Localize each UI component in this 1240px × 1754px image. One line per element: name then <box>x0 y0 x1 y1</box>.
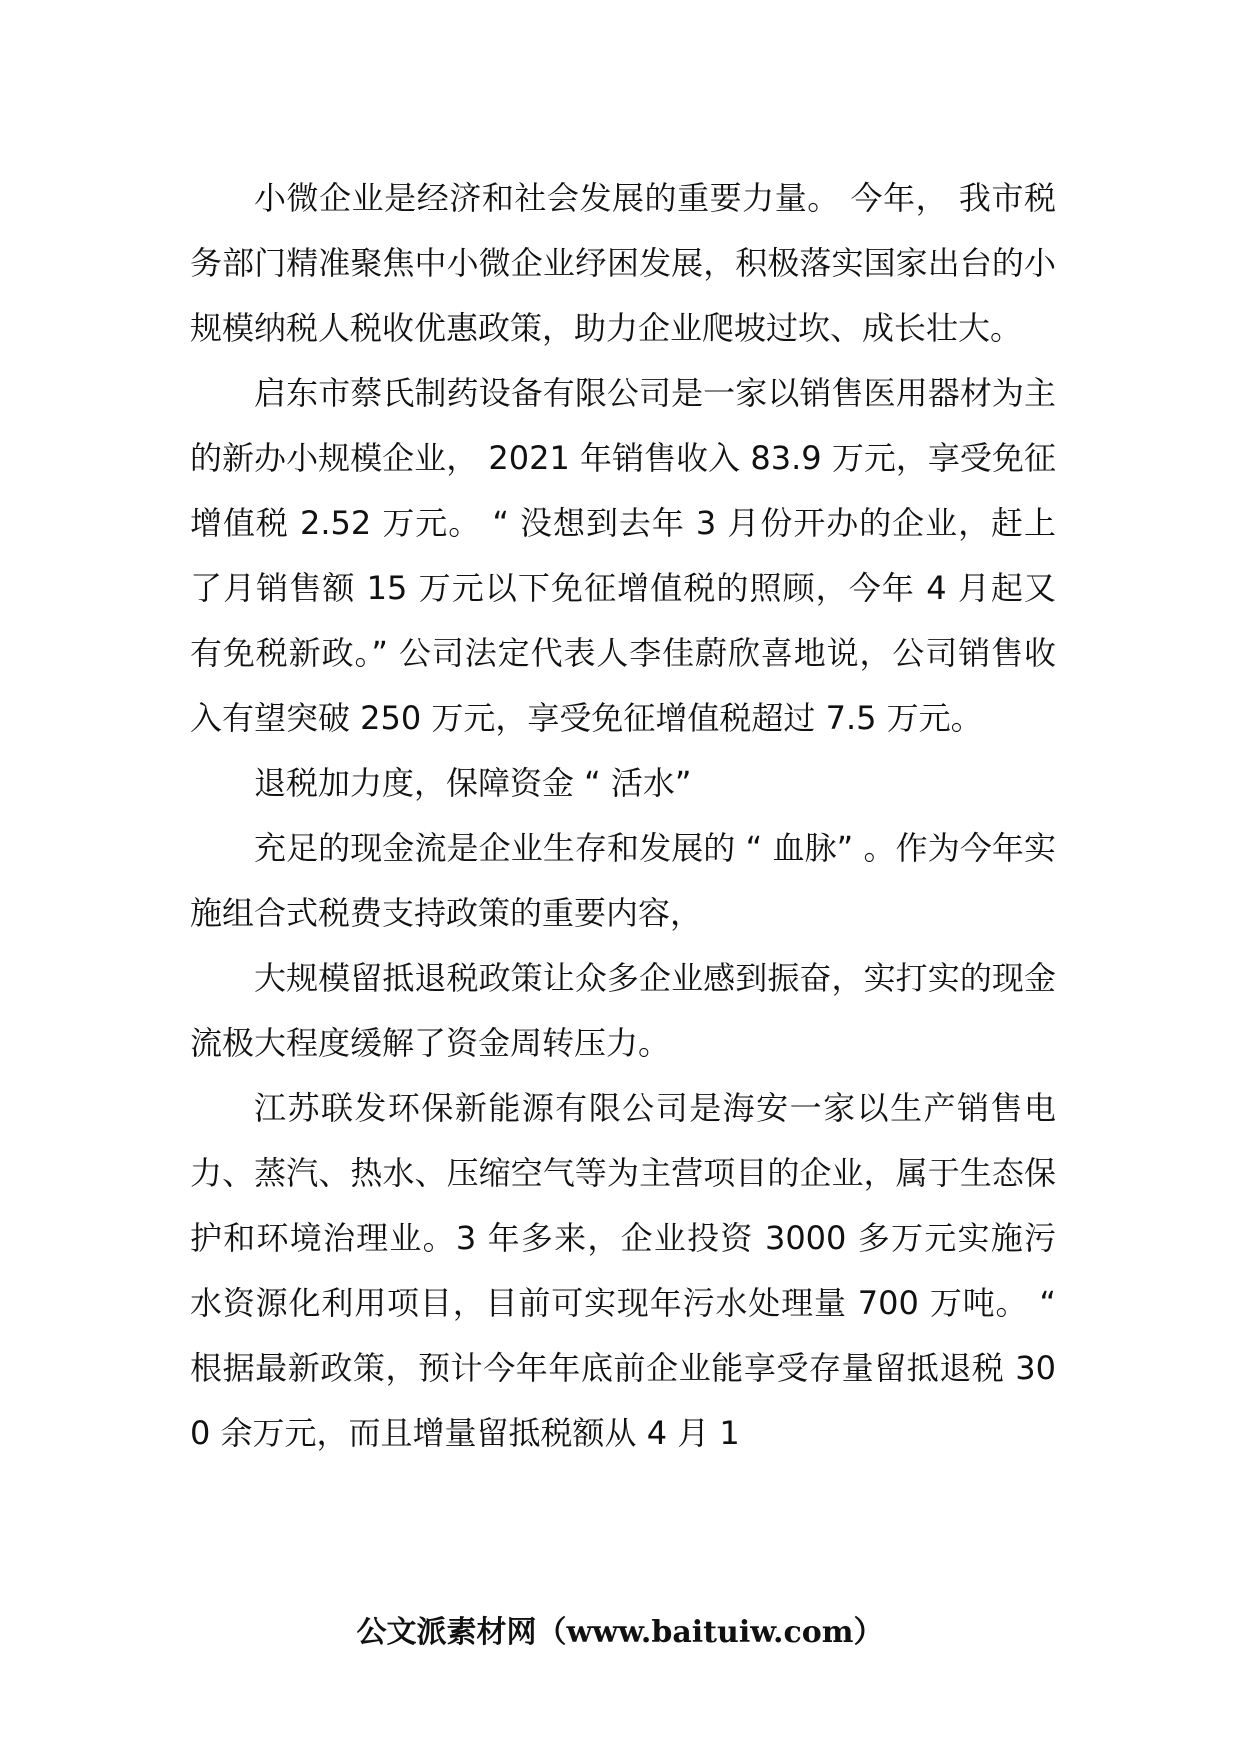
paragraph-6: 江苏联发环保新能源有限公司是海安一家以生产销售电力、蒸汽、热水、压缩空气等为主营项目的企业，属于生态保护和环境治理业。3 年多来，企业投资 3000 多万元实施污水资源化利用项目，目前可实现年污水处理量 700 万吨。 “ 根据最新政策，预计今年年底前企业能享受存量留抵退税 300 余万元，而且增量留抵税额从 4 月 1 <box>190 1089 1056 1452</box>
paragraph-4: 充足的现金流是企业生存和发展的 “ 血脉” 。作为今年实施组合式税费支持政策的重要内容， <box>190 829 1056 932</box>
document-body <box>190 166 1056 1466</box>
paragraph-2: 启东市蔡氏制药设备有限公司是一家以销售医用器材为主的新办小规模企业， 2021 年销售收入 83.9 万元，享受免征增值税 2.52 万元。 “ 没想到去年 3 月份开办的企业，赶上了月销售额 15 万元以下免征增值税的照顾，今年 4 月起又有免税新政。” 公司法定代表人李佳蔚欣喜地说，公司销售收入有望突破 250 万元，享受免征增值税超过 7.5 万元。 <box>190 374 1056 737</box>
paragraph-5: 大规模留抵退税政策让众多企业感到振奋，实打实的现金流极大程度缓解了资金周转压力。 <box>190 959 1056 1062</box>
paragraph-1: 小微企业是经济和社会发展的重要力量。 今年， 我市税务部门精准聚焦中小微企业纾困发展，积极落实国家出台的小规模纳税人税收优惠政策，助力企业爬坡过坎、成长壮大。 <box>190 179 1056 347</box>
paragraph-3: 退税加力度，保障资金 “ 活水” <box>254 764 692 802</box>
footer-watermark: 公文派素材网（www.baituiw.com） <box>356 1615 884 1650</box>
